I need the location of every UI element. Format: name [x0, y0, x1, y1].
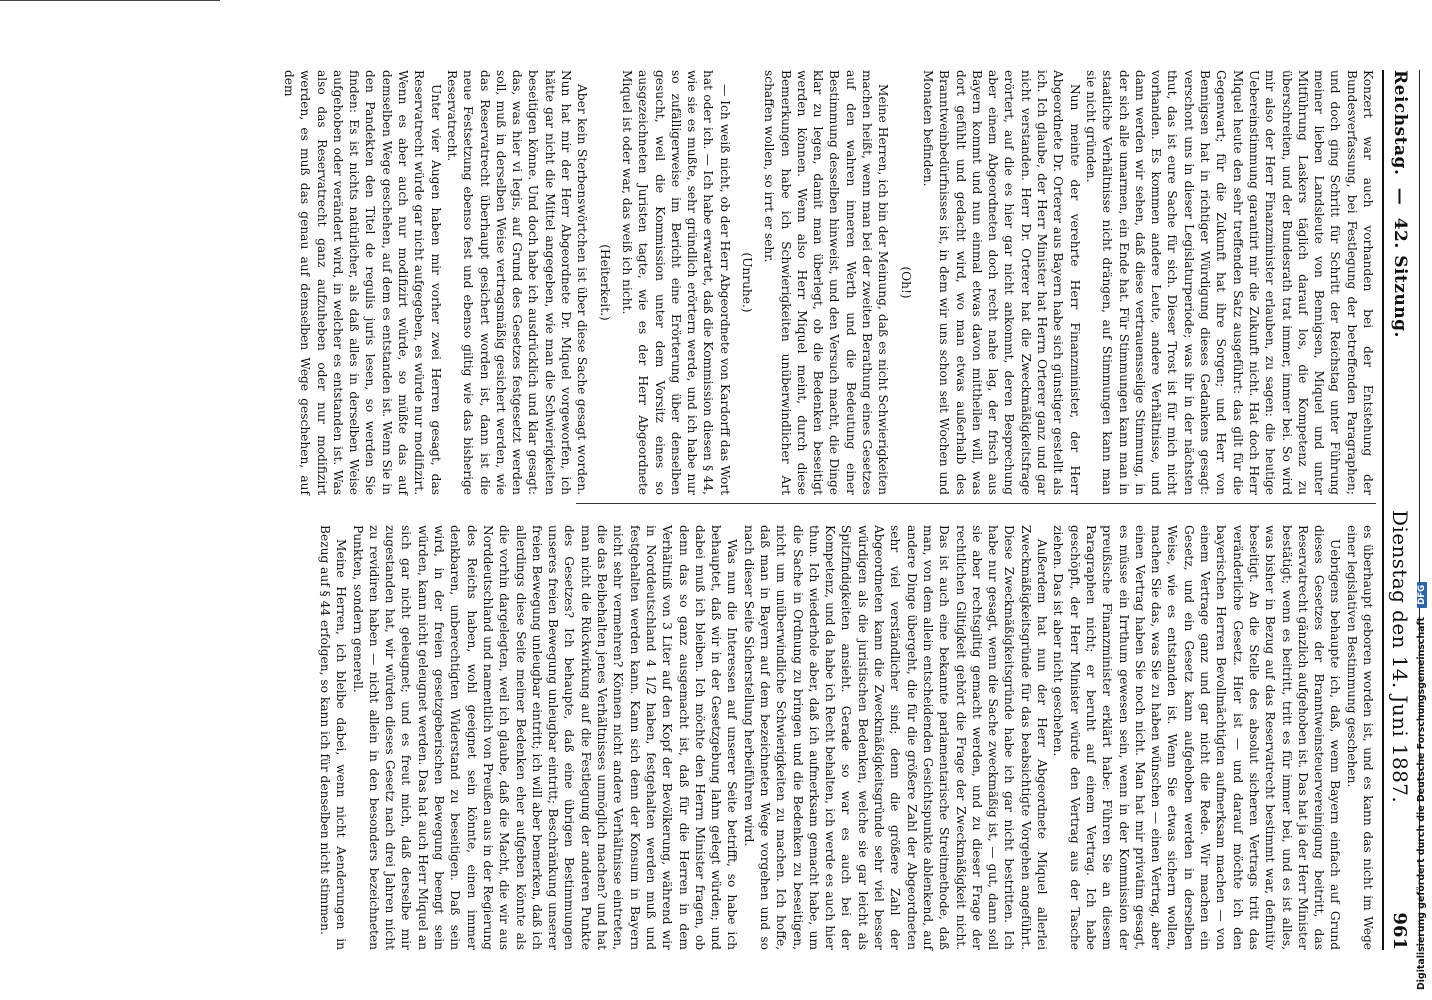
header-date: Dienstag den 14. Juni 1887.	[1388, 510, 1412, 804]
stage-direction: (Unruhe.)	[740, 252, 755, 313]
stage-direction: (Heiterkeit.)	[597, 244, 612, 321]
paragraph: es überhaupt geboren worden ist, und es kann das nicht im Wege einer legislativen Bestimmung geschehen.	[1344, 525, 1375, 950]
stage-direction: (Oh!)	[898, 266, 913, 299]
paragraph: Konzert war auch vorhanden bei der Entstehung der Bundesverfassung, bei Festlegung der betreffenden Paragraphen; und doch ging Schritt für Schritt der Reichstag unter Führung meiner lieben Landsleute von Bennigsen, Miquel und unter Mitführung Laskers täglich darauf los, die Kompetenz zu überschreiten, und der Bundesrath trat immer, immer bei. So wird mir also der Herr Finanzminister erlauben, zu sagen: die heutige Uebereinstimmung garantirt mir die Zukunft nicht. Hat doch Herr Miquel heute den sehr treffenden Satz ausgeführt: das gilt für die Gegenwart; für die Zukunft hat ihre Sorgen; und Herr von Bennigsen hat in richtiger Würdigung dieses Gedankens gesagt: verschont uns in dieser Legislaturperiode; was ihr in der nächsten thut, das ist eure Sache für sich. Dieser Trost ist für mich nicht vorhanden. Es kommen andere Leute, andere Verhältnisse, und dann werden wir sehen, daß diese vertrauensselige Stimmung, in der sich alle umarmen, ein Ende hat. Für Stimmungen kann man in staatliche Verhältnisse nicht drängen, auf Stimmungen kann man sie nicht gründen.	[1083, 70, 1375, 495]
credit-line	[1416, 30, 1427, 990]
right-column	[317, 525, 1376, 950]
page-number: 961	[1389, 912, 1410, 950]
credit-text: Digitalisierung gefördert durch die Deutsche Forschungsgemeinschaft	[1416, 616, 1427, 990]
paragraph: Nun meinte der verehrte Herr Finanzminister, der Herr Abgeordnete Dr. Orterer aus Bayern habe sich günstiger gestellt als ich. Ich glaube, der Herr Minister hat Herrn Orterer ganz und gar nicht verstanden. Herr Dr. Orterer hat die Zweckmäßigkeitsfrage erörtert, auf die es hier gar nicht ankommt, deren Besprechung aber einem Abgeordneten doch recht nahe lag, der frisch aus Bayern kommt und nun einmal etwas davon mittheilen will, was dort gefühlt und gedacht wird, wo man etwas außerhalb des Branntweinbedürfnisses ist, in dem wir uns schon seit Wochen und Monaten befinden.	[920, 70, 1082, 495]
left-column	[281, 70, 1376, 495]
paragraph: Was nun die Interessen auf unserer Seite betrifft, so habe ich behauptet, daß wir in der Gesetzgebung lahm gelegt würden; und dabei muß ich bleiben. Ich möchte den Herrn Minister fragen, ob denn das so ganz ausgemacht ist, daß für die Herren in dem Verhältniß von 3 Liter auf den Kopf der Bevölkerung, während wir in Norddeutschland 4 1/2 haben, festgehalten werden muß und festgehalten werden kann. Kann sich denn der Konsum in Bayern nicht sehr vermehren? Können nicht andere Verhältnisse eintreten, die das Beibehalten jenes Verhältnisses unmöglich machen? und hat man nicht die Rückwirkung auf die Festlegung der anderen Punkte des Gesetzes? Ich behaupte, daß eine übrigen Bestimmungen unseres freien Bewegung unleugbar eintritt; Beschränkung unserer freien Bewegung unleugbar eintritt; ich will aber bemerken, daß ich allerdings diese Seite meiner Bedenken eher aufgeben könnte als die vorhin dargelegten, weil ich glaube, daß die Macht, die wir aus Norddeutschland und namentlich von Preußen aus in der Regierung des Reichs haben, wohl geeignet sein könnte, einen immer denkbaren, unberechtigten Widerstand zu beseitigen. Daß sein wird, in der freien gesetzgeberischen Bewegung beengt sein würden, kann nicht geleugnet werden. Das hat auch Herr Miquel an sich gar nicht geleugnet; und es freut mich, daß derselbe mir zugestanden hat, wir würden dieses Gesetz nach drei Jahren nicht zu revidiren haben — nicht allein in den besonders bezeichneten Punkten, sondern generell.	[350, 525, 740, 950]
digitization-credit	[1414, 0, 1432, 1000]
paragraph: Meine Herren, ich bin der Meinung, daß es nicht Schwierigkeiten machen heißt, wenn man bei der zweiten Berathung eines Gesetzes auf den wahren inneren Werth und die Bedeutung einer Bestimmung desselben hinweist, und den Versuch macht, die Dinge klar zu legen, damit man überlegt, ob die Bedenken beseitigt werden können. Wenn also Herr Miquel meint, durch diese Bemerkungen habe ich Schwierigkeiten unüberwindlicher Art schaffen wollen, so irrt er sehr.	[762, 70, 891, 495]
header-session: 42. Sitzung.	[1390, 217, 1410, 338]
paragraph: Aber kein Sterbenswörtchen ist über diese Sache gesagt worden. Nun hat mir der Herr Abgeordnete Dr. Miquel vorgeworfen, ich hätte gar nicht die Mittel angegeben, wie man die Schwierigkeiten beseitigen könne. Und doch habe ich ausdrücklich und klar gesagt: das, was hier vi legis, auf Grund des Gesetzes festgesetzt werden soll, muß in derselben Weise vertragsmäßig gesichert werden, wie das Reservatrecht überhaupt gesichert worden ist, dann ist die neue Festsetzung ebenso fest und ebenso giltig wie das bisherige Reservatrecht.	[444, 70, 590, 495]
paragraph: Außerdem hat nun der Herr Abgeordnete Miquel allerlei Zweckmäßigkeitsgründe für das beabsichtigte Vorgehen angeführt. Diese Zweckmäßigkeitsgründe habe ich gar nicht bestritten. Ich habe nur gesagt, wenn die Sache zweckmäßig ist, — gut, dann soll sie aber rechtsgiltig gemacht werden, und zu dieser Frage der rechtlichen Giltigkeit gehört die Frage der Zweckmäßigkeit nicht. Das ist auch eine bekannte parlamentarische Streitmethode, daß man, von dem allein entscheidenden Gesichtspunkte ablenkend, auf andere Dinge übergeht, die für die größere Zahl der Abgeordneten sehr viel verständlicher sind; denn die größere Zahl der Abgeordneten kann die Zweckmäßigkeitsgründe sehr viel besser würdigen als die juristischen Bedenken, welche sie gar leicht als Spitzfindigkeiten ansieht. Gerade so war es auch bei der Kompetenz, und da habe ich Recht behalten, ich werde es auch hier thun. Ich wiederhole aber, daß ich aufmerksam gemacht habe, um die Sache in Ordnung zu bringen und die Bedenken zu beseitigen, nicht um unüberwindliche Schwierigkeiten zu machen. Ich hoffe, daß man in Bayern auf dem bezeichneten Wege vorgehen und so nach dieser Seite Sicherstellung herbeiführen wird.	[741, 525, 1050, 950]
dfg-logo: DFG	[1417, 582, 1427, 608]
paragraph: Meine Herren, ich bleibe dabei, wenn nicht Aenderungen in Bezug auf § 44 erfolgen, so kann ich für denselben nicht stimmen.	[318, 525, 349, 950]
header-left	[1390, 70, 1410, 338]
page-header	[1382, 70, 1414, 950]
paragraph: Unter vier Augen haben mir vorher zwei Herren gesagt, das Reservatrecht würde gar nicht aufgegeben, es würde nur modifizirt. Wenn es aber auch nur modifizirt würde, so müßte das auf demselben Wege geschehen, auf dem es entstanden ist. Wenn Sie in den Pandekten den Titel de regulis juris lesen, so werden Sie finden: Es ist nichts natürlicher, als daß alles in derselben Weise aufgehoben oder verändert wird, in welcher es entstanden ist. Was also das Reservatrecht ganz aufzuheben oder nur modifizirt werden, es muß das genau auf demselben Wege geschehen, auf dem	[282, 70, 443, 495]
paragraph: — Ich weiß nicht, ob der Herr Abgeordnete von Kardorff das Wort hat oder ich. — Ich habe erwartet, daß die Kommission diesen § 44, wie sie es mußte, sehr gründlich erörtern werde, und ich habe nur so zufälligerweise im Bericht eine Erörterung über denselben gesucht, weil die Kommission unter dem Vorsitz eines so ausgezeichneten Juristen tagte, wie es der Herr Abgeordnete Miquel ist oder war, das weiß ich nicht.	[619, 70, 732, 495]
column-divider	[576, 503, 1376, 504]
paragraph: Uebrigens behaupte ich, daß, wenn Bayern einfach auf Grund dieses Gesetzes der Branntweinsteuervereinigung beitritt, das Reservatrecht gänzlich aufgehoben ist. Das hat ja der Herr Minister bestätigt; wenn es beitritt, tritt es für immer bei, und es ist alles, was bisher in Bezug auf das Reservatrecht bestimmt war, definitiv beseitigt. An die Stelle des absolut sicheren Vertrags tritt das veränderliche Gesetz. Hier ist — und darauf möchte ich den bayerischen Herren Bevollmächtigten aufmerksam machen — von einem Vertrage ganz und gar nicht die Rede. Wir machen ein Gesetz, und ein Gesetz kann aufgehoben werden in derselben Weise, wie es entstanden ist. Wenn Sie etwas sichern wollen, machen Sie das, was Sie zu haben wünschen — einen Vertrag, aber einen Vertrag haben Sie noch nicht. Man hat mir privatim gesagt, es müsse ein Irrthum gewesen sein, wenn in der Kommission der preußische Finanzminister erklärt habe: Führen Sie an diesem Paragraphen nicht; er beruht auf einem Vertrag. Ich habe geschöpft, der Herr Minister würde den Vertrag aus der Tasche ziehen. Das ist aber nicht geschehen.	[1051, 525, 1343, 950]
header-dash: —	[1390, 187, 1410, 206]
header-title: Reichstag.	[1390, 70, 1410, 176]
